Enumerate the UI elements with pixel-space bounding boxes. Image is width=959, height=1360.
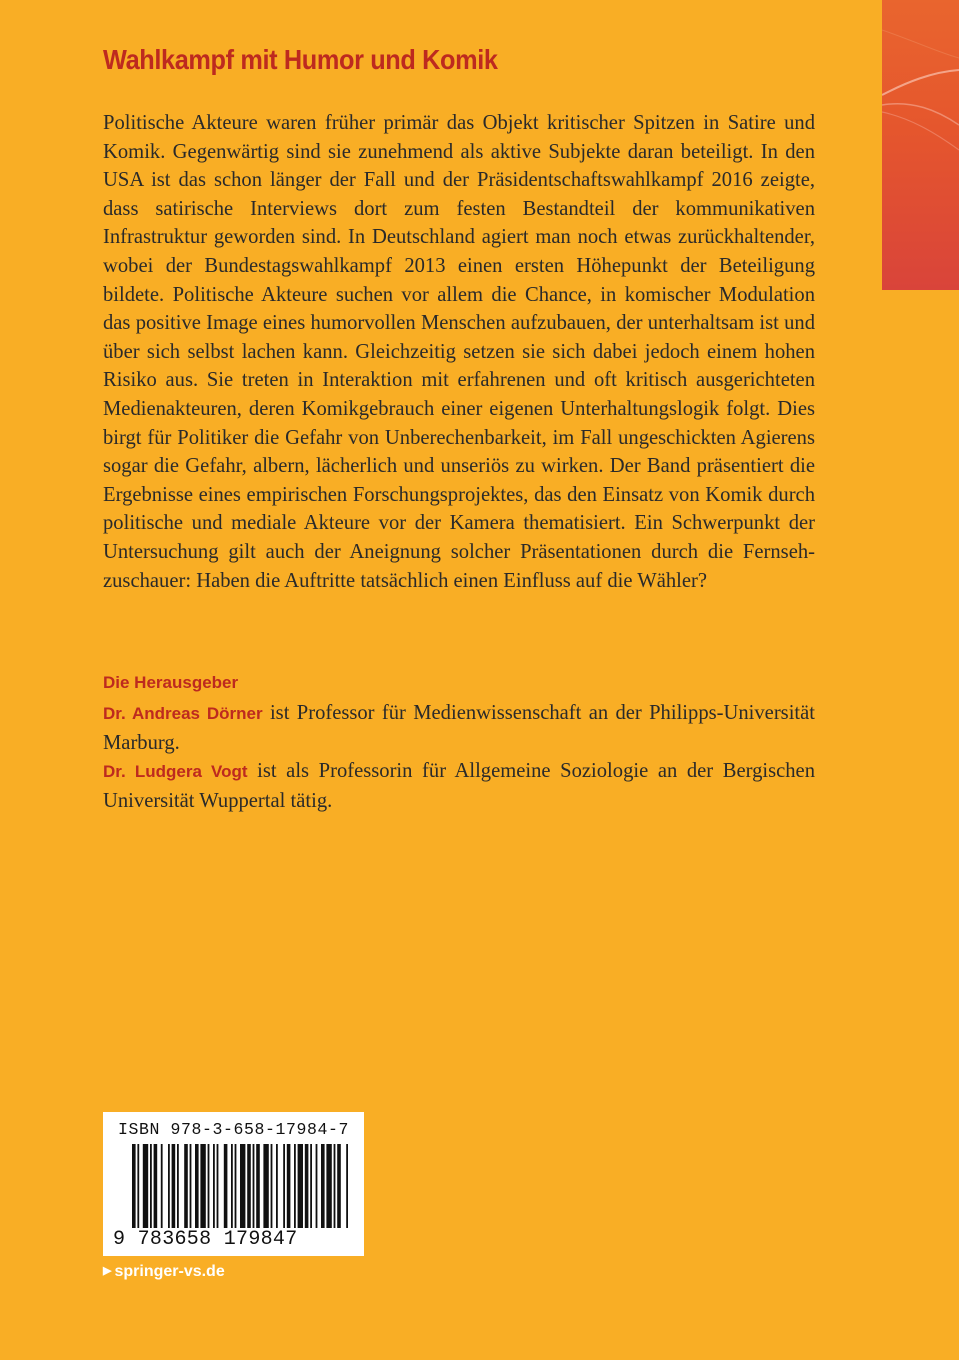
editor-name: Dr. Ludgera Vogt <box>103 762 248 782</box>
isbn-barcode <box>103 1112 364 1256</box>
editor-entry <box>103 757 815 815</box>
editors-heading: Die Herausgeber <box>103 673 239 692</box>
publisher-link[interactable] <box>103 1263 225 1281</box>
editor-name: Dr. Andreas Dörner <box>103 704 263 723</box>
arrow-icon: ▶ <box>103 1265 112 1277</box>
book-title: Wahlkampf mit Humor und Komik <box>103 44 498 75</box>
blurb-paragraph: Politische Akteure waren früher primär das Objekt kritischer Spitzen in Satire und Komik. Gegenwärtig sind sie zunehmend als aktive Subjekte daran beteiligt. In den USA ist das schon länger der Fall und der Präsidentschaftswahlkampf 2016 zeigte, dass satirische Interviews dort zum festen Bestandteil der kommunikativen Infrastruktur geworden sind. In Deutschland agiert man noch etwas zurückhaltender, wobei der Bundestagswahlkampf 2013 einen ersten Höhepunkt der Beteiligung bildete. Politische Akteure suchen vor allem die Chance, in komischer Modulation das positive Image eines humorvollen Menschen aufzubauen, der unterhaltsam ist und über sich selbst lachen kann. Gleichzeitig setzen sie sich dabei jedoch einem hohen Risiko aus. Sie treten in Interaktion mit erfahrenen und oft kritisch ausgerichteten Medienakteuren, deren Komikgebrauch einer eigenen Unterhaltungslogik folgt. Dies birgt für Politiker die Gefahr von Unberechenbarkeit, im Fall ungeschickten Agierens sogar die Gefahr, albern, lächerlich und unseriös zu wirken. Der Band präsentiert die Ergebnisse eines empirischen Forschungsprojektes, das den Einsatz von Komik durch politische und mediale Akteure vor der Kamera thematisiert. Ein Schwerpunkt der Untersuchung gilt auch der Aneignung solcher Präsentationen durch die Fernsehzuschauer: Haben die Auftritte tatsächlich einen Einfluss auf die Wähler? <box>103 112 815 592</box>
cover-corner-art <box>882 0 959 290</box>
publisher-url: springer-vs.de <box>114 1263 225 1280</box>
editor-bio: ist als Professorin für Allgemeine Soziologie an der Bergischen Universität Wuppertal tätig. <box>103 760 815 812</box>
barcode-digits: 9 783658 179847 <box>113 1228 298 1251</box>
editor-entry <box>103 699 815 757</box>
editor-bio: ist Professor für Medienwissenschaft an der Philipps-Universität Marburg. <box>103 702 815 754</box>
editors-list <box>103 699 815 815</box>
isbn-label: ISBN 978-3-658-17984-7 <box>118 1120 350 1139</box>
